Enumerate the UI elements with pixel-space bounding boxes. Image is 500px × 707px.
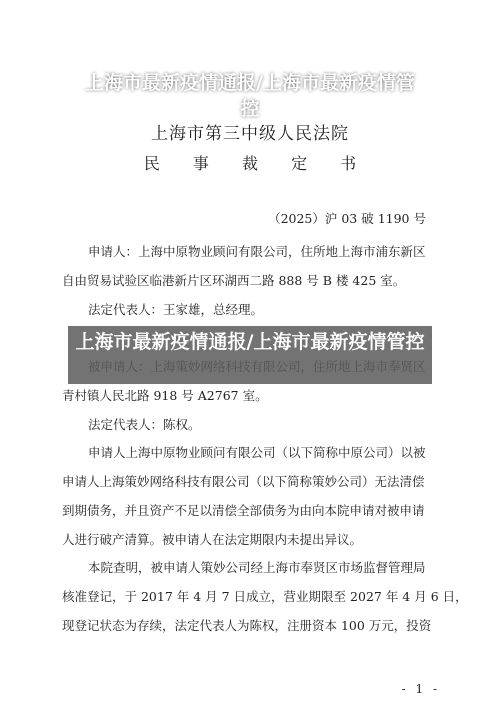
paragraph-line: 人进行破产清算。被申请人在法定期限内未提出异议。: [62, 532, 363, 547]
paragraph-line: 法定代表人：陈权。: [88, 417, 201, 432]
court-name: 上海市第三中级人民法院: [151, 124, 349, 144]
case-number: （2025）沪 03 破 1190 号: [268, 211, 426, 226]
paragraph-line: 核准登记，于 2017 年 4 月 7 日成立，营业期限至 2027 年 4 月 6 日，: [62, 589, 468, 604]
paragraph-line: 申请人上海中原物业顾问有限公司（以下简称中原公司）以被: [88, 445, 426, 460]
paragraph-line: 青村镇人民北路 918 号 A2767 室。: [62, 388, 268, 403]
paragraph-line: 申请人：上海中原物业顾问有限公司，住所地上海市浦东新区: [88, 244, 426, 259]
paragraph-line: 到期债务，并且资产不足以清偿全部债务为由向本院申请对被申请: [62, 503, 425, 518]
top-overlay-title: 上海市最新疫情通报/上海市最新疫情管控: [85, 72, 415, 120]
page-number: - 1 -: [401, 682, 440, 696]
overlay-banner-title: 上海市最新疫情通报/上海市最新疫情管控: [75, 331, 425, 353]
paragraph-line: 现登记状态为存续，法定代表人为陈权，注册资本 100 万元，投资: [62, 618, 432, 633]
paragraph-line: 自由贸易试验区临港新片区环湖西二路 888 号 B 楼 425 室。: [62, 273, 406, 288]
paragraph-line: 本院查明，被申请人策妙公司经上海市奉贤区市场监督管理局: [88, 560, 426, 575]
document-type: 民 事 裁 定 书: [143, 154, 371, 173]
paragraph-line: 法定代表人：王家雄，总经理。: [88, 302, 264, 317]
paragraph-line: 申请人上海策妙网络科技有限公司（以下简称策妙公司）无法清偿: [62, 474, 425, 489]
